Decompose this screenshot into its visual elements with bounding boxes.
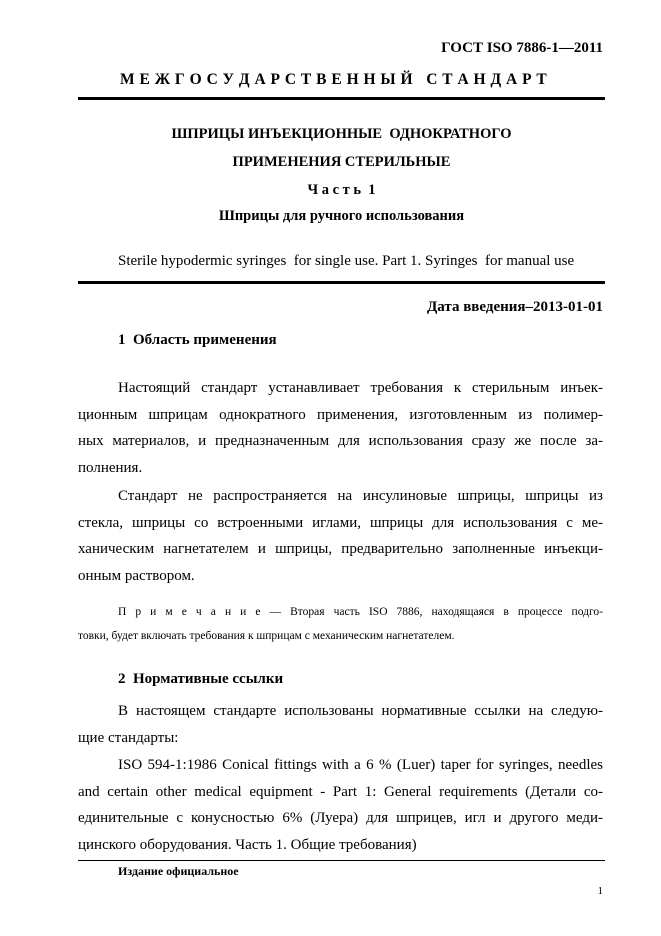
note-line: товки, будет включать требования к шприцам с механическим нагнетателем.: [78, 630, 455, 642]
document-code: ГОСТ ISO 7886-1—2011: [441, 40, 603, 56]
official-edition-label: Издание официальное: [118, 864, 239, 878]
title-line-2: ПРИМЕНЕНИЯ СТЕРИЛЬНЫЕ: [232, 154, 451, 170]
text-line: полнения.: [78, 460, 143, 477]
section-2-paragraph-1: [78, 698, 603, 751]
english-title: Sterile hypodermic syringes for single use. Part 1. Syringes for manual use: [118, 253, 575, 269]
introduction-date: Дата введения–2013-01-01: [426, 299, 603, 315]
note-label: П р и м е ч а н и е: [118, 606, 261, 618]
text-line: В настоящем стандарте использованы нормативные ссылки на следую-: [118, 703, 603, 719]
part-label: Ч а с т ь 1: [307, 182, 376, 198]
note-block: [78, 600, 603, 648]
section-1-paragraph-1: [78, 375, 603, 482]
section-2-heading: 2 Нормативные ссылки: [118, 671, 284, 687]
page-number: 1: [597, 885, 603, 897]
section-2-reference-iso-594: [78, 752, 603, 859]
text-line: онным раствором.: [78, 568, 195, 585]
text-line: and certain other medical equipment - Part 1: General requirements (Детали со-: [78, 783, 603, 800]
text-line: цинского оборудования. Часть 1. Общие требования): [78, 837, 417, 854]
section-1-heading: 1 Область применения: [118, 332, 277, 348]
note-text: — Вторая часть ISO 7886, находящаяся в процессе подго-: [260, 606, 603, 618]
text-line: Стандарт не распространяется на инсулиновые шприцы, шприцы из: [118, 488, 603, 504]
note-line: [78, 600, 603, 624]
text-line: ционным шприцам однократного применения, изготовленным из полимер-: [78, 406, 603, 423]
title-line-1: ШПРИЦЫ ИНЪЕКЦИОННЫЕ ОДНОКРАТНОГО: [171, 126, 512, 142]
text-line: ханическим нагнетателем и шприцы, предварительно заполненные инъекци-: [78, 541, 603, 558]
title-rule: [78, 281, 605, 284]
subtitle: Шприцы для ручного использования: [218, 208, 465, 224]
text-line: стекла, шприцы со встроенными иглами, шприцы для использования с ме-: [78, 514, 603, 531]
text-line: ISO 594-1:1986 Conical fittings with a 6 % (Luer) taper for syringes, needles: [118, 757, 603, 773]
text-line: ных материалов, и предназначенным для использования сразу же после за-: [78, 433, 603, 450]
text-line: Настоящий стандарт устанавливает требования к стерильным инъек-: [118, 380, 603, 396]
footer-rule: [78, 860, 605, 861]
standard-type-heading: М Е Ж Г О С У Д А Р С Т В Е Н Н Ы Й С Т А Н Д А Р Т: [120, 71, 548, 88]
section-1-paragraph-2: [78, 483, 603, 590]
header-rule: [78, 97, 605, 100]
text-line: единительные с конусностью 6% (Луера) для шприцев, игл и другого меди-: [78, 810, 603, 827]
text-line: щие стандарты:: [78, 729, 179, 746]
